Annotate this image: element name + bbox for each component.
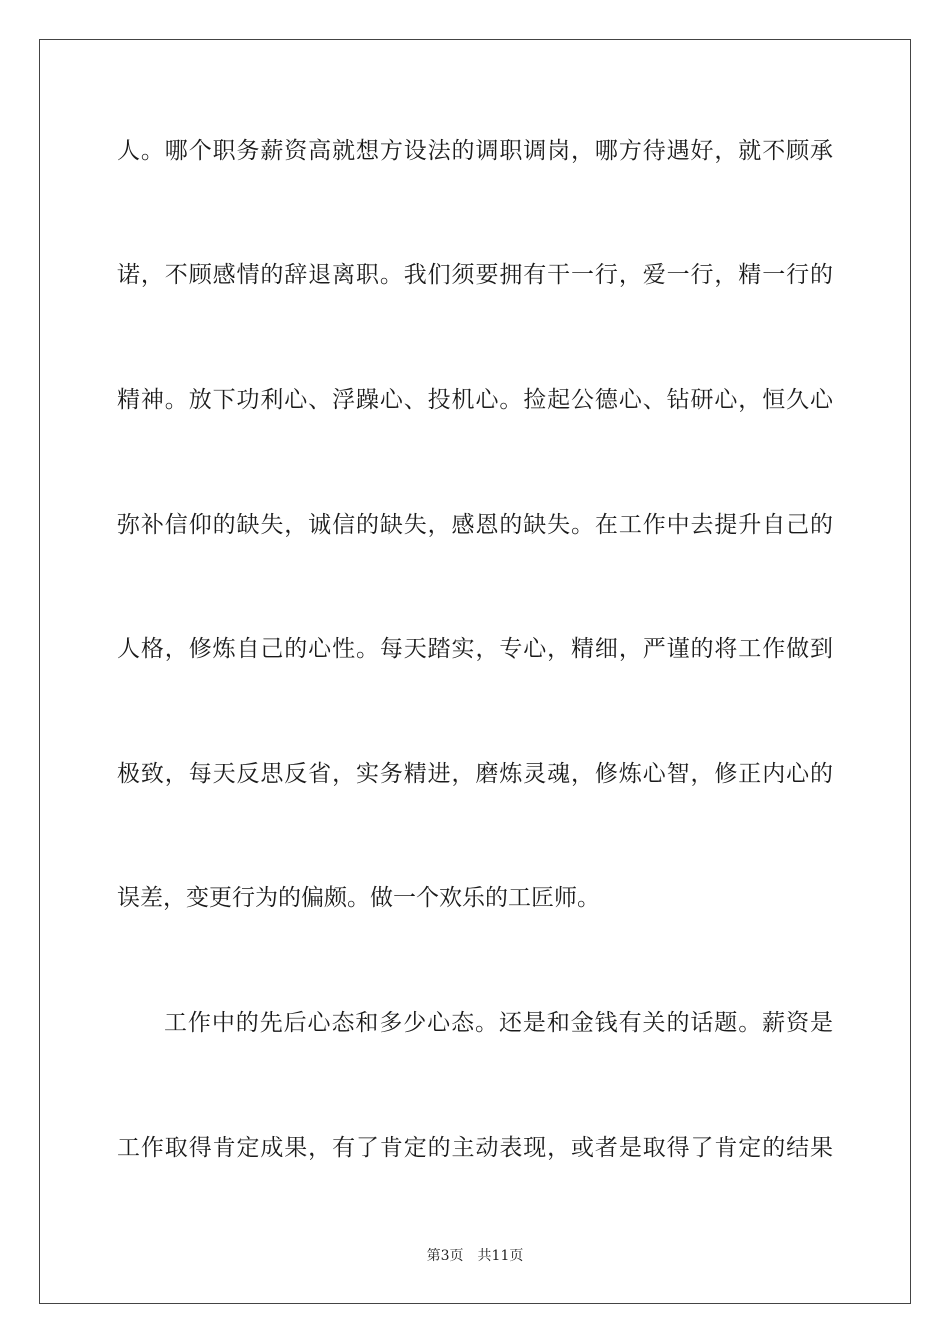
text-line-8: 工作中的先后心态和多少心态。还是和金钱有关的话题。薪资是 xyxy=(164,1010,833,1036)
page-footer xyxy=(0,1247,950,1265)
text-line-1: 人。哪个职务薪资高就想方设法的调职调岗，哪方待遇好，就不顾承 xyxy=(117,138,833,164)
text-line-2: 诺，不顾感情的辞退离职。我们须要拥有干一行，爱一行，精一行的 xyxy=(117,262,833,288)
text-line-7: 误差，变更行为的偏颇。做一个欢乐的工匠师。 xyxy=(117,885,600,911)
text-line-5: 人格，修炼自己的心性。每天踏实，专心，精细，严谨的将工作做到 xyxy=(117,636,833,662)
page-border xyxy=(39,39,911,1304)
page-number: 第3页 xyxy=(426,1248,464,1264)
text-line-6: 极致，每天反思反省，实务精进，磨炼灵魂，修炼心智，修正内心的 xyxy=(117,761,833,787)
text-line-9: 工作取得肯定成果，有了肯定的主动表现，或者是取得了肯定的结果 xyxy=(117,1135,833,1161)
text-line-3: 精神。放下功利心、浮躁心、投机心。捡起公德心、钻研心，恒久心 xyxy=(117,387,833,413)
page-total: 共11页 xyxy=(477,1248,524,1264)
text-line-4: 弥补信仰的缺失，诚信的缺失，感恩的缺失。在工作中去提升自己的 xyxy=(117,512,833,538)
